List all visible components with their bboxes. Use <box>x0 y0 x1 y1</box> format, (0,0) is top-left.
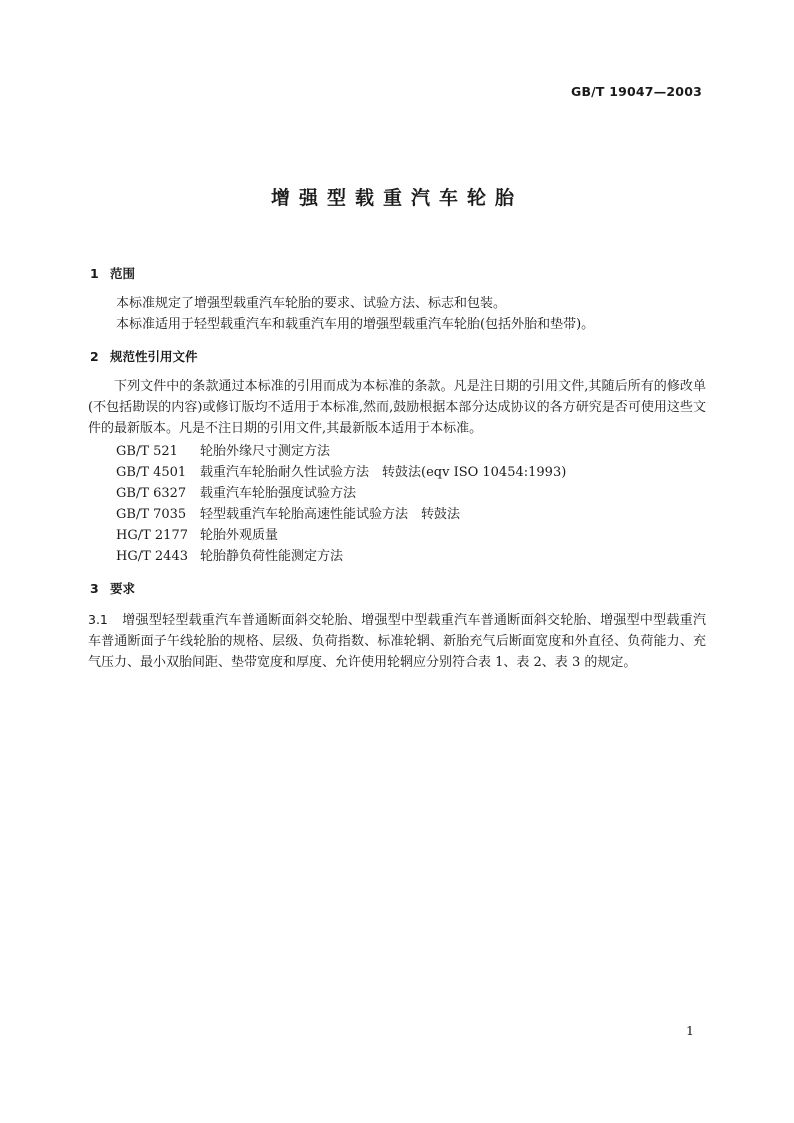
section-title: 规范性引用文件 <box>110 349 198 364</box>
scope-line-1: 本标准规定了增强型载重汽车轮胎的要求、试验方法、标志和包装。 <box>116 296 507 311</box>
reference-item <box>116 441 330 462</box>
document-title: 增强型载重汽车轮胎 <box>270 187 523 209</box>
reference-title: 载重汽车轮胎耐久性试验方法 转鼓法(eqv ISO 10454:1993) <box>200 465 567 480</box>
clause-number: 3.1 <box>88 612 108 627</box>
clause-3-1 <box>88 609 706 673</box>
reference-code: GB/T 4501 <box>116 465 187 480</box>
reference-title: 轮胎静负荷性能测定方法 <box>200 549 344 564</box>
section-title: 要求 <box>110 581 136 596</box>
reference-item <box>116 546 343 567</box>
reference-item <box>116 525 278 546</box>
reference-item <box>116 504 460 525</box>
reference-code: GB/T 7035 <box>116 507 187 522</box>
section-heading-3 <box>90 579 135 597</box>
reference-code: HG/T 2443 <box>116 549 188 564</box>
scope-line-2: 本标准适用于轻型载重汽车和载重汽车用的增强型载重汽车轮胎(包括外胎和垫带)。 <box>116 317 595 332</box>
reference-code: GB/T 521 <box>116 444 178 459</box>
section-number: 2 <box>90 349 99 364</box>
reference-title: 载重汽车轮胎强度试验方法 <box>200 486 357 501</box>
section-title: 范围 <box>110 266 136 281</box>
page-number: 1 <box>686 1023 694 1038</box>
clause-text: 增强型轻型载重汽车普通断面斜交轮胎、增强型中型载重汽车普通断面斜交轮胎、增强型中型载重汽车普通断面子午线轮胎的规格、层级、负荷指数、标准轮辋、新胎充气后断面宽度和外直径、负荷能力、充气压力、最小双胎间距、垫带宽度和厚度、允许使用轮辋应分别符合表 1、表 2、表 3 的规定。 <box>88 613 706 670</box>
normative-references-intro <box>88 376 706 439</box>
reference-title: 轮胎外观质量 <box>200 528 279 543</box>
section-heading-2 <box>90 347 198 365</box>
reference-code: HG/T 2177 <box>116 528 188 543</box>
section-number: 3 <box>90 581 99 596</box>
intro-text: 下列文件中的条款通过本标准的引用而成为本标准的条款。凡是注日期的引用文件,其随后所有的修改单(不包括勘误的内容)或修订版均不适用于本标准,然而,鼓励根据本部分达成协议的各方研究是否可使用这些文件的最新版本。凡是不注日期的引用文件,其最新版本适用于本标准。 <box>88 379 706 436</box>
section-heading-1 <box>90 264 135 282</box>
reference-title: 轮胎外缘尺寸测定方法 <box>200 444 331 459</box>
reference-item <box>116 462 566 483</box>
reference-code: GB/T 6327 <box>116 486 187 501</box>
reference-title: 轻型载重汽车轮胎高速性能试验方法 转鼓法 <box>200 507 461 522</box>
reference-item <box>116 483 356 504</box>
section-number: 1 <box>90 266 99 281</box>
standard-number: GB/T 19047—2003 <box>570 84 702 99</box>
